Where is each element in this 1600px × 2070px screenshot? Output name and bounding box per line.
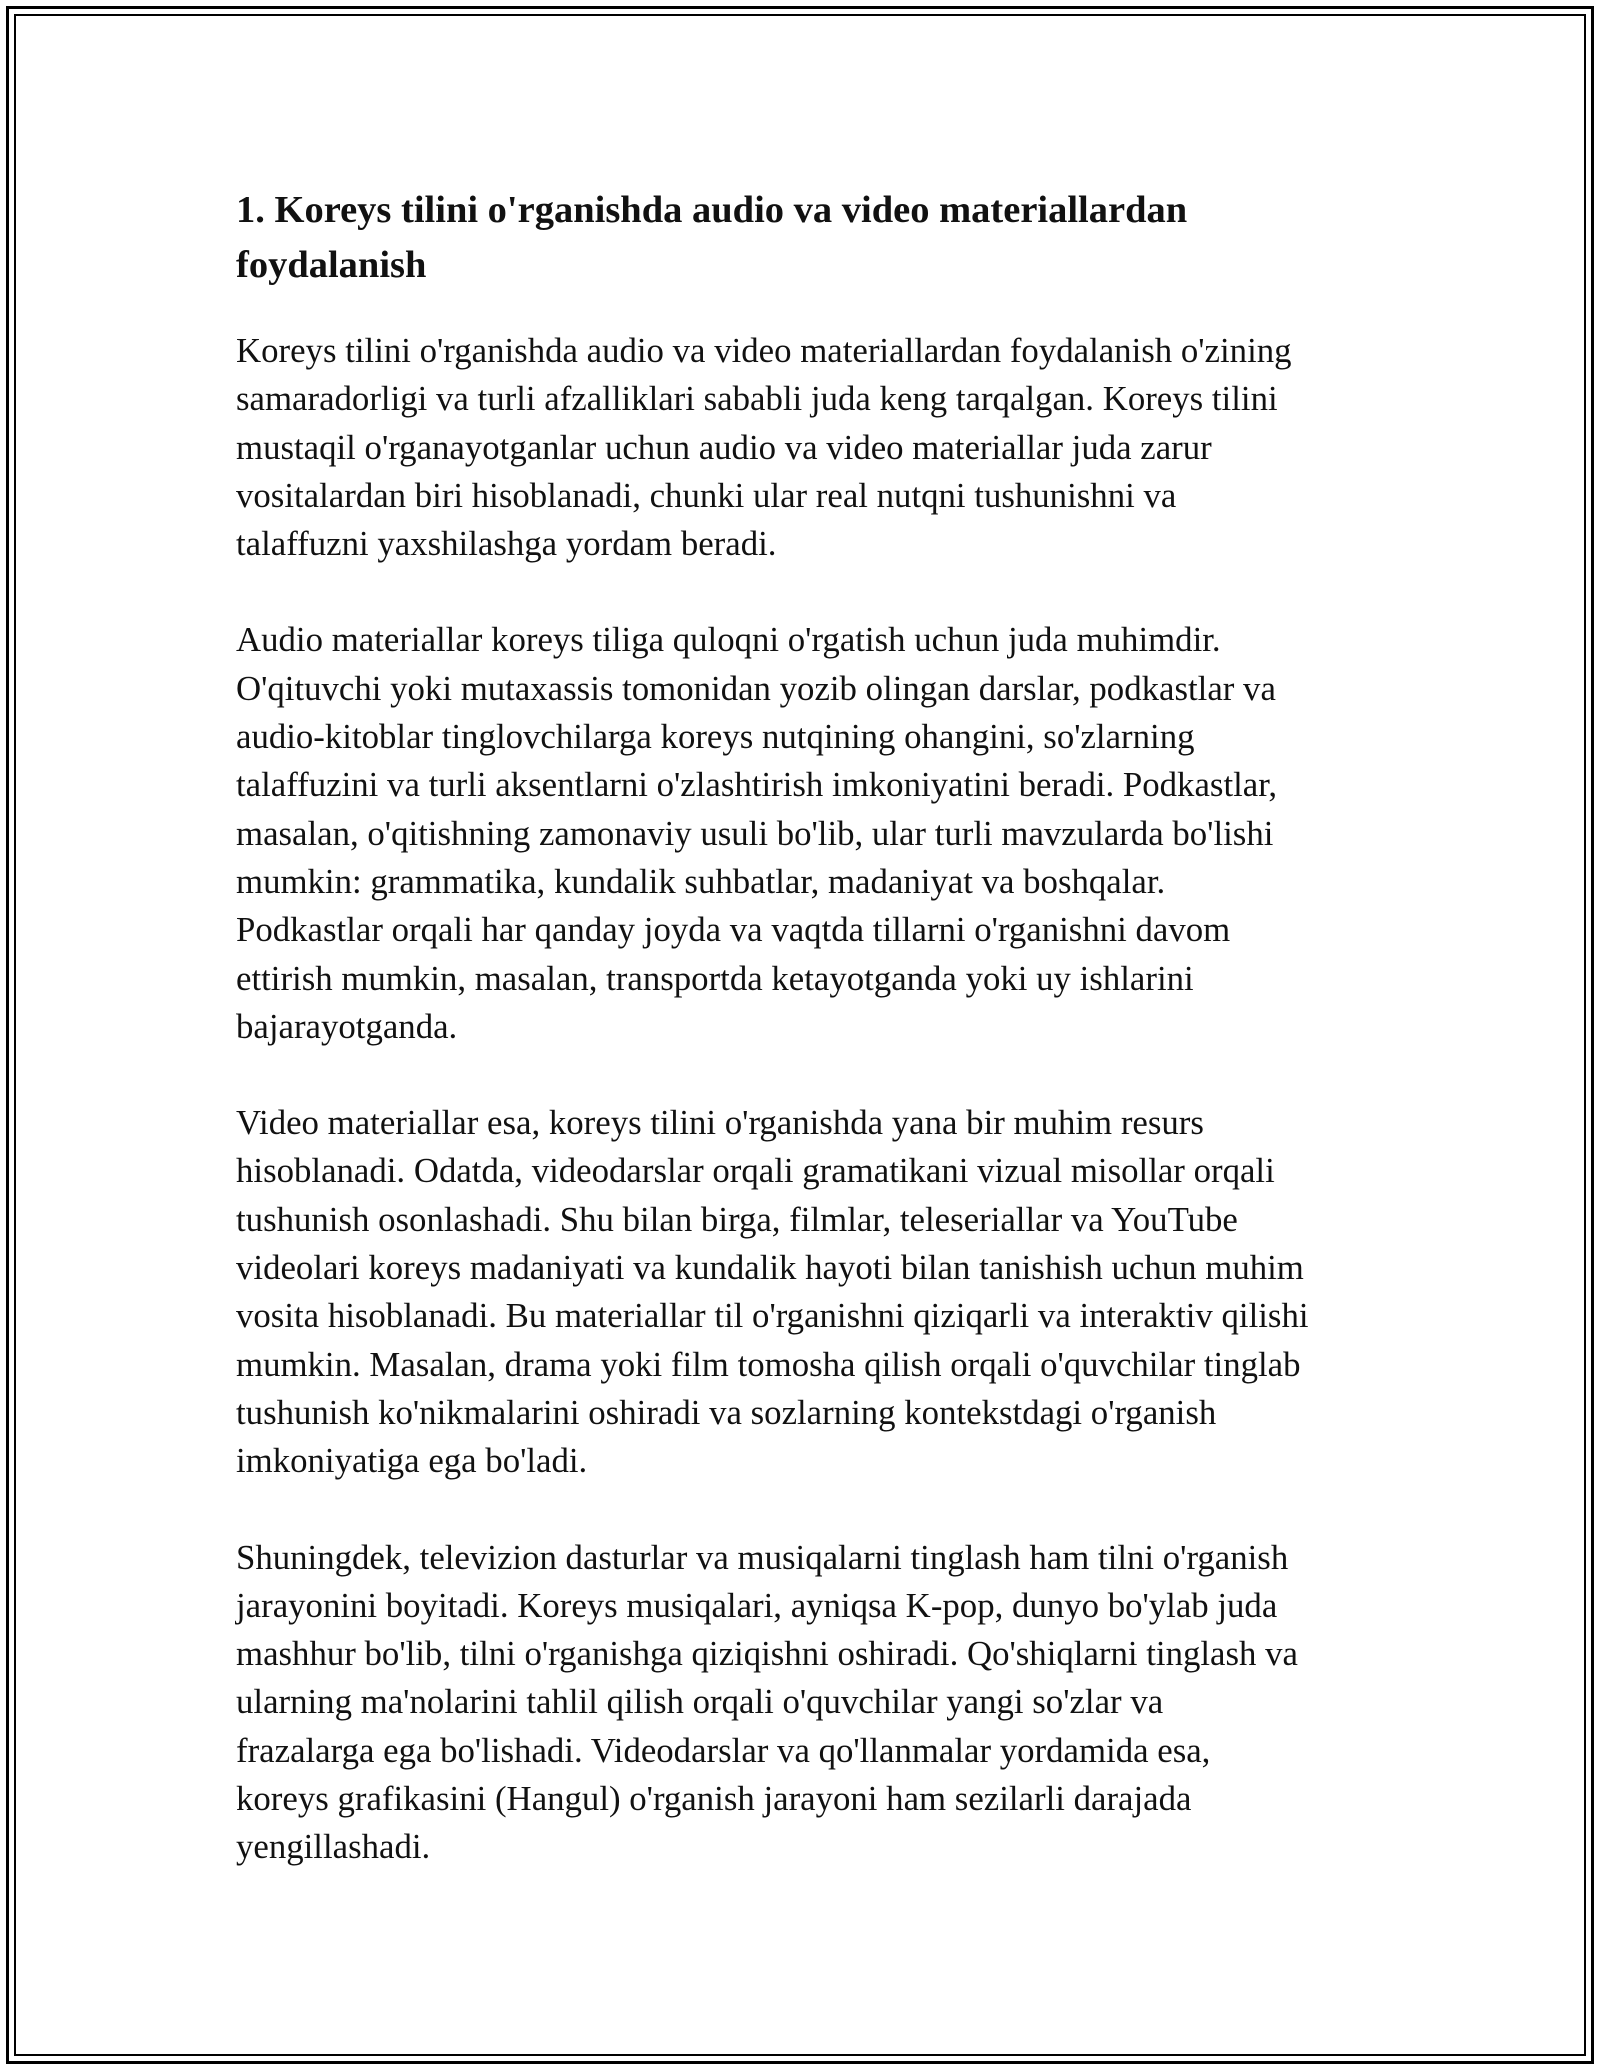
text-line: O'qituvchi yoki mutaxassis tomonidan yozib olingan darslar, podkastlar va: [236, 668, 1276, 708]
text-line: vositalardan biri hisoblanadi, chunki ular real nutqni tushunishni va: [236, 475, 1177, 515]
text-line: bajarayotganda.: [236, 1006, 458, 1046]
text-line: imkoniyatiga ega bo'ladi.: [236, 1441, 588, 1481]
text-line: mustaqil o'rganayotganlar uchun audio va video materiallar juda zarur: [236, 427, 1212, 467]
heading-line: foydalanish: [236, 244, 427, 286]
document-body: [236, 183, 1386, 1920]
text-line: Koreys tilini o'rganishda audio va video materiallardan foydalanish o'zining: [236, 331, 1292, 370]
paragraph-audio: [236, 616, 1386, 1051]
text-line: ularning ma'nolarini tahlil qilish orqali o'quvchilar yangi so'zlar va: [236, 1682, 1164, 1722]
text-line: Video materiallar esa, koreys tilini o'rganishda yana bir muhim resurs: [236, 1103, 1204, 1143]
text-line: mumkin: grammatika, kundalik suhbatlar, madaniyat va boshqalar.: [236, 861, 1166, 901]
text-line: tushunish osonlashadi. Shu bilan birga, filmlar, teleseriallar va YouTube: [236, 1199, 1238, 1239]
paragraph-music: [236, 1534, 1386, 1872]
text-line: mumkin. Masalan, drama yoki film tomosha qilish orqali o'quvchilar tinglab: [236, 1344, 1301, 1384]
text-line: masalan, o'qitishning zamonaviy usuli bo'lib, ular turli mavzularda bo'lishi: [236, 813, 1274, 853]
text-line: Podkastlar orqali har qanday joyda va vaqtda tillarni o'rganishni davom: [236, 910, 1231, 950]
text-line: videolari koreys madaniyati va kundalik hayoti bilan tanishish uchun muhim: [236, 1248, 1304, 1288]
text-line: yengillashadi.: [236, 1827, 431, 1867]
text-line: jarayonini boyitadi. Koreys musiqalari, ayniqsa K-pop, dunyo bo'ylab juda: [236, 1585, 1278, 1625]
text-line: mashhur bo'lib, tilni o'rganishga qiziqishni oshiradi. Qo'shiqlarni tinglash va: [236, 1634, 1298, 1674]
section-heading: [236, 183, 1386, 293]
text-line: audio-kitoblar tinglovchilarga koreys nutqining ohangini, so'zlarning: [236, 717, 1195, 757]
paragraph-intro: [236, 327, 1386, 568]
paragraph-video: [236, 1099, 1386, 1485]
text-line: hisoblanadi. Odatda, videodarslar orqali gramatikani vizual misollar orqali: [236, 1151, 1275, 1191]
heading-line: 1. Koreys tilini o'rganishda audio va video materiallardan: [236, 189, 1188, 231]
text-line: Shuningdek, televizion dasturlar va musiqalarni tinglash ham tilni o'rganish: [236, 1537, 1289, 1577]
text-line: ettirish mumkin, masalan, transportda ketayotganda yoki uy ishlarini: [236, 958, 1194, 998]
text-line: talaffuzini va turli aksentlarni o'zlashtirish imkoniyatini beradi. Podkastlar,: [236, 765, 1278, 805]
text-line: frazalarga ega bo'lishadi. Videodarslar va qo'llanmalar yordamida esa,: [236, 1730, 1211, 1770]
text-line: samaradorligi va turli afzalliklari sababli juda keng tarqalgan. Koreys tilini: [236, 379, 1278, 419]
text-line: Audio materiallar koreys tiliga quloqni o'rgatish uchun juda muhimdir.: [236, 620, 1221, 660]
text-line: koreys grafikasini (Hangul) o'rganish jarayoni ham sezilarli darajada: [236, 1779, 1192, 1819]
text-line: talaffuzni yaxshilashga yordam beradi.: [236, 524, 777, 564]
text-line: tushunish ko'nikmalarini oshiradi va sozlarning kontekstdagi o'rganish: [236, 1392, 1217, 1432]
text-line: vosita hisoblanadi. Bu materiallar til o'rganishni qiziqarli va interaktiv qilishi: [236, 1296, 1309, 1336]
